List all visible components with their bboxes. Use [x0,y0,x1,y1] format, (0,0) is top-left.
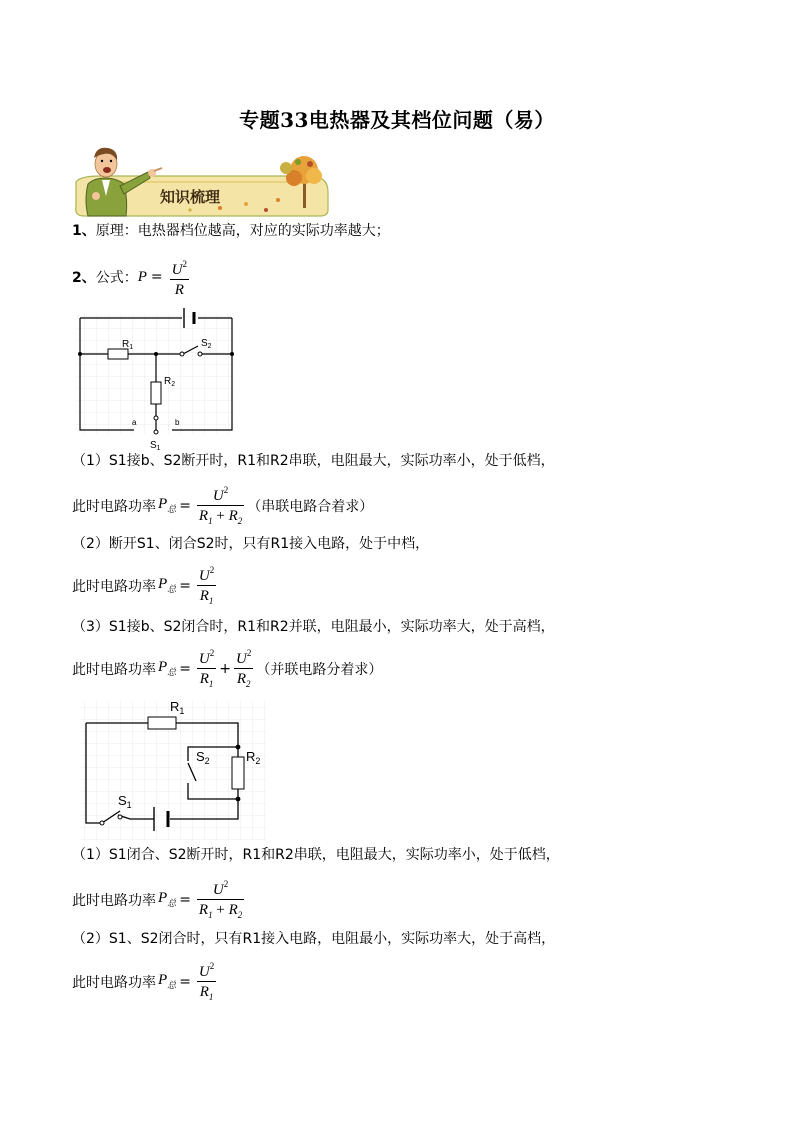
circuit-diagram-2 [72,695,272,847]
c1-item1-text: （1）S1接b、S2断开时，R1和R2串联，电阻最大，实际功率小，处于低档， [72,453,555,469]
banner-label: 知识梳理 [160,189,221,206]
formula-eq: = [150,269,163,285]
resistor-r2-icon [151,382,161,404]
resistor-r1-icon [108,349,128,359]
formula-lhs: P [137,268,147,285]
label-s1: $S_1$ [150,440,161,452]
label-s2: $S_2$ [196,749,210,766]
label-r2: $R_2$ [164,376,176,388]
label-r1: $R_1$ [170,699,185,716]
page-title: 专题33电热器及其档位问题（易） [239,108,555,132]
c1-item2-formula: 此时电路功率 $P_总$ = $\frac{U^2}{R_1}$ [72,562,219,609]
resistor-r1-icon [148,717,176,729]
label-s2: $S_2$ [201,338,212,350]
label-r2: $R_2$ [246,749,261,766]
formula-fraction: $\frac{U^2}{R}$ [171,259,187,298]
label-b: b [175,418,180,427]
circuit-diagram-1 [72,304,242,452]
principle-line [72,221,390,241]
formula-number: 2、 [72,270,96,286]
formula-line [72,256,192,298]
label-r1: $R_1$ [122,339,134,351]
c1-item1-formula: 此时电路功率 $P_总$ = $\frac{U^2}{R_1 + R_2}$ （串联电路合着求） [72,482,373,529]
label-a: a [132,418,137,427]
formula-label: 公式： [95,270,138,286]
c2-item2-text: （2）S1、S2闭合时，只有R1接入电路，电阻最小，实际功率大，处于高档， [72,931,556,947]
resistor-r2-icon [232,757,244,789]
principle-text: 原理：电热器档位越高，对应的实际功率越大； [95,223,390,239]
c1-item3-text: （3）S1接b、S2闭合时，R1和R2并联，电阻最小，实际功率大，处于高档， [72,619,555,635]
c1-item3-formula: 此时电路功率 $P_总$ = $\frac{U^2}{R_1}$ + $\frac{U^2}{R_2}$ （并联电路分着求） [72,645,382,692]
c2-item1-text: （1）S1闭合、S2断开时，R1和R2串联，电阻最大，实际功率小，处于低档， [72,847,560,863]
knowledge-banner [70,140,332,218]
principle-number: 1、 [72,223,96,239]
label-s1: $S_1$ [118,793,132,810]
c2-item2-formula: 此时电路功率 $P_总$ = $\frac{U^2}{R_1}$ [72,958,219,1005]
c2-item1-formula: 此时电路功率 $P_总$ = $\frac{U^2}{R_1 + R_2}$ [72,876,247,923]
c1-item2-text: （2）断开S1、闭合S2时，只有R1接入电路，处于中档， [72,536,430,552]
